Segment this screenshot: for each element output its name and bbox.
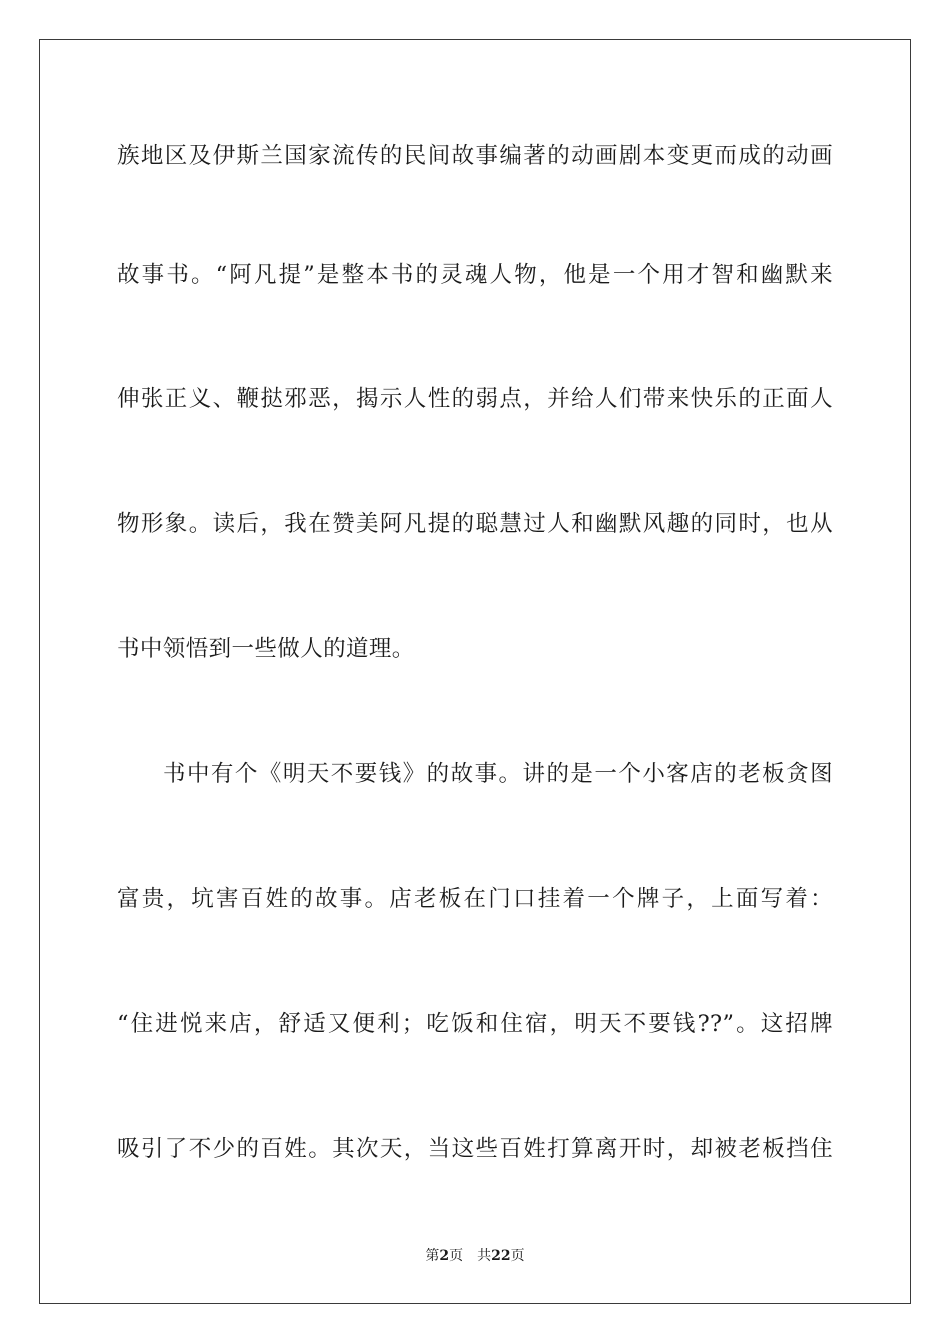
page-footer xyxy=(0,1246,950,1266)
paragraph-1-line-2: 故事书。“阿凡提”是整本书的灵魂人物，他是一个用才智和幽默来 xyxy=(117,262,833,288)
paragraph-2-line-3: “住进悦来店，舒适又便利；吃饭和住宿，明天不要钱??”。这招牌 xyxy=(117,1011,833,1037)
total-pages: 22 xyxy=(491,1248,511,1264)
paragraph-1-line-5: 书中领悟到一些做人的道理。 xyxy=(117,636,415,662)
paragraph-1-line-4: 物形象。读后，我在赞美阿凡提的聪慧过人和幽默风趣的同时，也从 xyxy=(117,511,833,537)
page-suffix: 页 xyxy=(449,1248,464,1264)
page-prefix: 第 xyxy=(425,1248,440,1264)
paragraph-2-line-2: 富贵，坑害百姓的故事。店老板在门口挂着一个牌子，上面写着： xyxy=(117,886,833,912)
total-suffix: 页 xyxy=(510,1248,525,1264)
page-border xyxy=(39,39,911,1304)
paragraph-2-line-4: 吸引了不少的百姓。其次天，当这些百姓打算离开时，却被老板挡住 xyxy=(117,1136,833,1162)
paragraph-1-line-3: 伸张正义、鞭挞邪恶，揭示人性的弱点，并给人们带来快乐的正面人 xyxy=(117,386,833,412)
page-number: 2 xyxy=(439,1248,450,1264)
total-prefix: 共 xyxy=(477,1248,492,1264)
paragraph-2-line-1: 书中有个《明天不要钱》的故事。讲的是一个小客店的老板贪图 xyxy=(163,761,833,787)
paragraph-1-line-1: 族地区及伊斯兰国家流传的民间故事编著的动画剧本变更而成的动画 xyxy=(117,143,833,169)
